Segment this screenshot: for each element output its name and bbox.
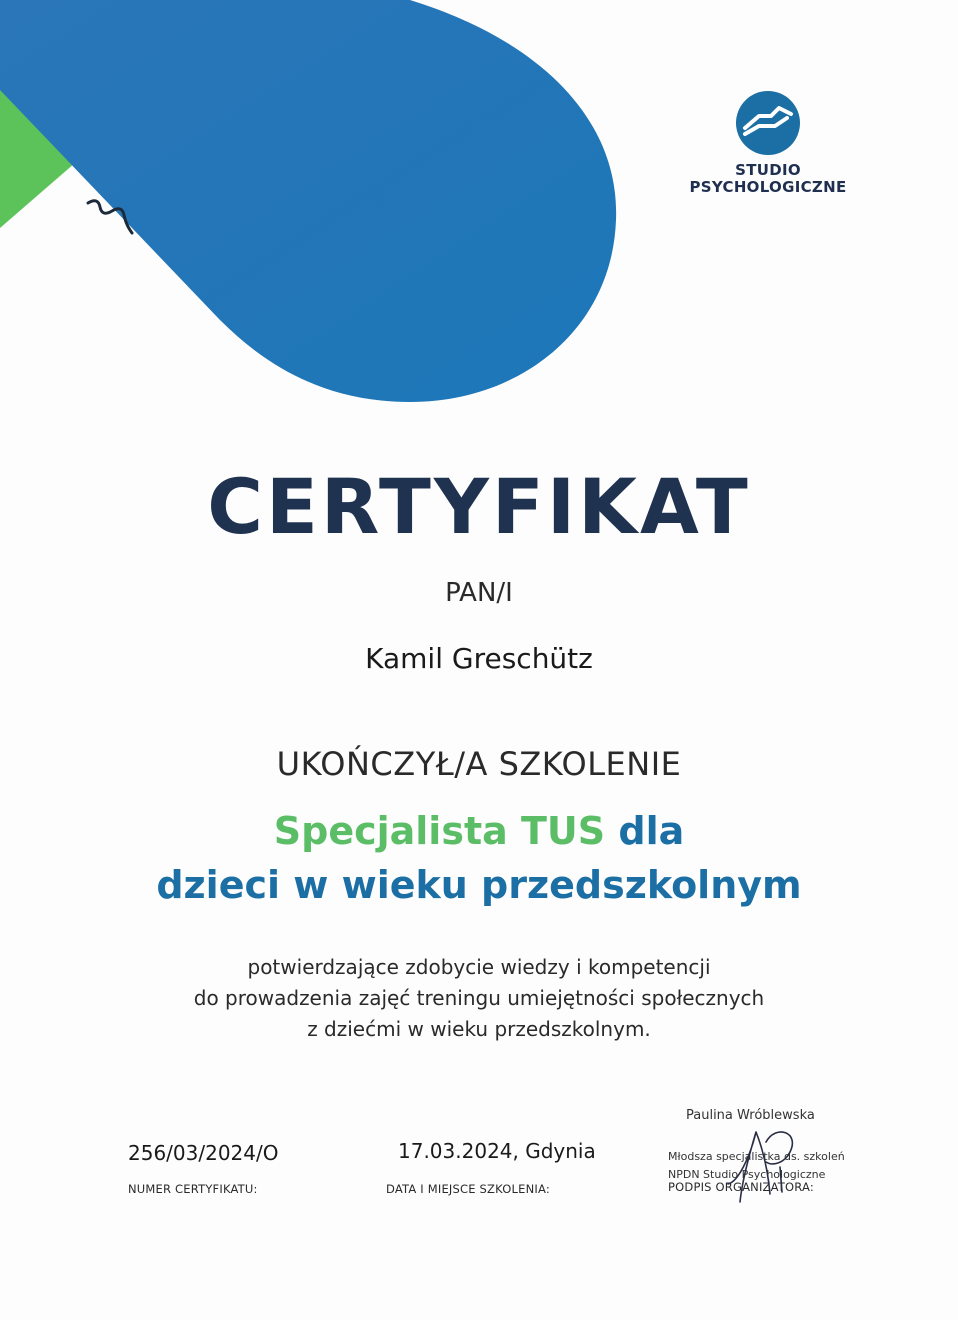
- completed-training-label: UKOŃCZYŁ/A SZKOLENIE: [276, 745, 682, 783]
- logo-line-2: PSYCHOLOGICZNE: [689, 178, 847, 196]
- logo-wordmark: [678, 162, 858, 196]
- confirmation-line-3: z dziećmi w wieku przedszkolnym.: [307, 1017, 651, 1041]
- confirmation-line-1: potwierdzające zdobycie wiedzy i kompetencji: [247, 955, 711, 979]
- confirmation-line-2: do prowadzenia zajęć treningu umiejętności społecznych: [193, 986, 765, 1010]
- certificate-title: CERTYFIKAT: [207, 462, 751, 551]
- studio-logo: [678, 90, 858, 196]
- course-title-line-1: [0, 804, 958, 858]
- organizer-stamp-title: Młodsza specjalistka ds. szkoleń: [668, 1150, 845, 1163]
- logo-line-1: STUDIO: [735, 161, 801, 179]
- confirmation-text: [0, 952, 958, 1045]
- recipient-name: Kamil Greschütz: [365, 642, 593, 675]
- course-title-line-2: dzieci w wieku przedszkolnym: [156, 863, 802, 907]
- training-date-place-value: 17.03.2024, Gdynia: [398, 1139, 596, 1163]
- organizer-stamp-name: Paulina Wróblewska: [686, 1108, 815, 1123]
- course-title-blue-part: dla: [605, 809, 685, 853]
- organizer-stamp-org: NPDN Studio Psychologiczne: [668, 1168, 826, 1181]
- handwritten-signature-image: [720, 1112, 810, 1212]
- course-title-green-part: Specjalista TUS: [273, 809, 606, 853]
- course-title: [0, 804, 958, 912]
- handshake-logo-icon: [735, 90, 801, 156]
- certificate-number-label: NUMER CERTYFIKATU:: [128, 1182, 258, 1196]
- honorific-label: PAN/I: [445, 578, 513, 608]
- training-date-place-label: DATA I MIEJSCE SZKOLENIA:: [386, 1182, 550, 1196]
- certificate-number-value: 256/03/2024/O: [128, 1141, 279, 1165]
- organizer-signature-label: PODPIS ORGANIZATORA:: [668, 1180, 814, 1194]
